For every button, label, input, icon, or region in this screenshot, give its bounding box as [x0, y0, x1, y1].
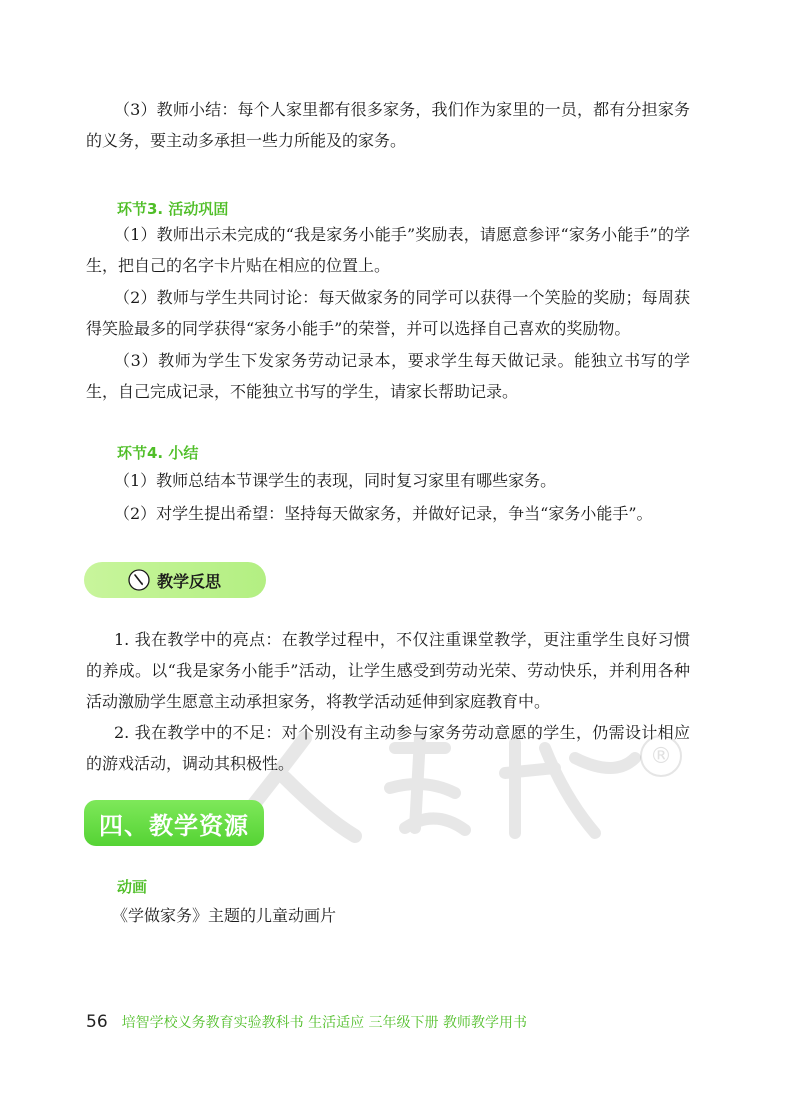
step4-heading: 环节4. 小结 [117, 444, 199, 462]
page-number: 56 [86, 1012, 108, 1032]
registered-mark: ® [640, 735, 682, 777]
pencil-circle-icon [127, 568, 151, 592]
resources-item: 《学做家务》主题的儿童动画片 [112, 906, 337, 925]
summary-paragraph: （3）教师小结：每个人家里都有很多家务，我们作为家里的一员，都有分担家务的义务，要主动多承担一些力所能及的家务。 [86, 100, 690, 150]
step4-paragraph-1: （1）教师总结本节课学生的表现，同时复习家里有哪些家务。 [114, 471, 557, 490]
reflection-point-2: 2. 我在教学中的不足：对个别没有主动参与家务劳动意愿的学生，仍需设计相应的游戏活动，调动其积极性。 [86, 723, 690, 773]
step3-paragraph-3: （3）教师为学生下发家务劳动记录本，要求学生每天做记录。能独立书写的学生，自己完成记录，不能独立书写的学生，请家长帮助记录。 [86, 351, 690, 401]
step3-paragraph-1: （1）教师出示未完成的“我是家务小能手”奖励表，请愿意参评“家务小能手”的学生，把自己的名字卡片贴在相应的位置上。 [86, 225, 690, 275]
resources-sub-heading: 动画 [117, 878, 148, 896]
step3-paragraph-2: （2）教师与学生共同讨论：每天做家务的同学可以获得一个笑脸的奖励；每周获得笑脸最多的同学获得“家务小能手”的荣誉，并可以选择自己喜欢的奖励物。 [86, 288, 690, 338]
step3-heading: 环节3. 活动巩固 [117, 200, 229, 218]
section-title-banner: 四、教学资源 [84, 800, 264, 846]
book-title: 培智学校义务教育实验教科书 生活适应 三年级下册 教师教学用书 [121, 1015, 527, 1031]
reflection-label: 教学反思 [157, 571, 222, 591]
step4-paragraph-2: （2）对学生提出希望：坚持每天做家务，并做好记录，争当“家务小能手”。 [114, 504, 653, 523]
reflection-heading-pill [84, 562, 266, 598]
page-footer [86, 1012, 527, 1032]
reflection-point-1: 1. 我在教学中的亮点：在教学过程中，不仅注重课堂教学，更注重学生良好习惯的养成。以“我是家务小能手”活动，让学生感受到劳动光荣、劳动快乐，并利用各种活动激励学生愿意主动承担家务，将教学活动延伸到家庭教育中。 [86, 630, 690, 711]
